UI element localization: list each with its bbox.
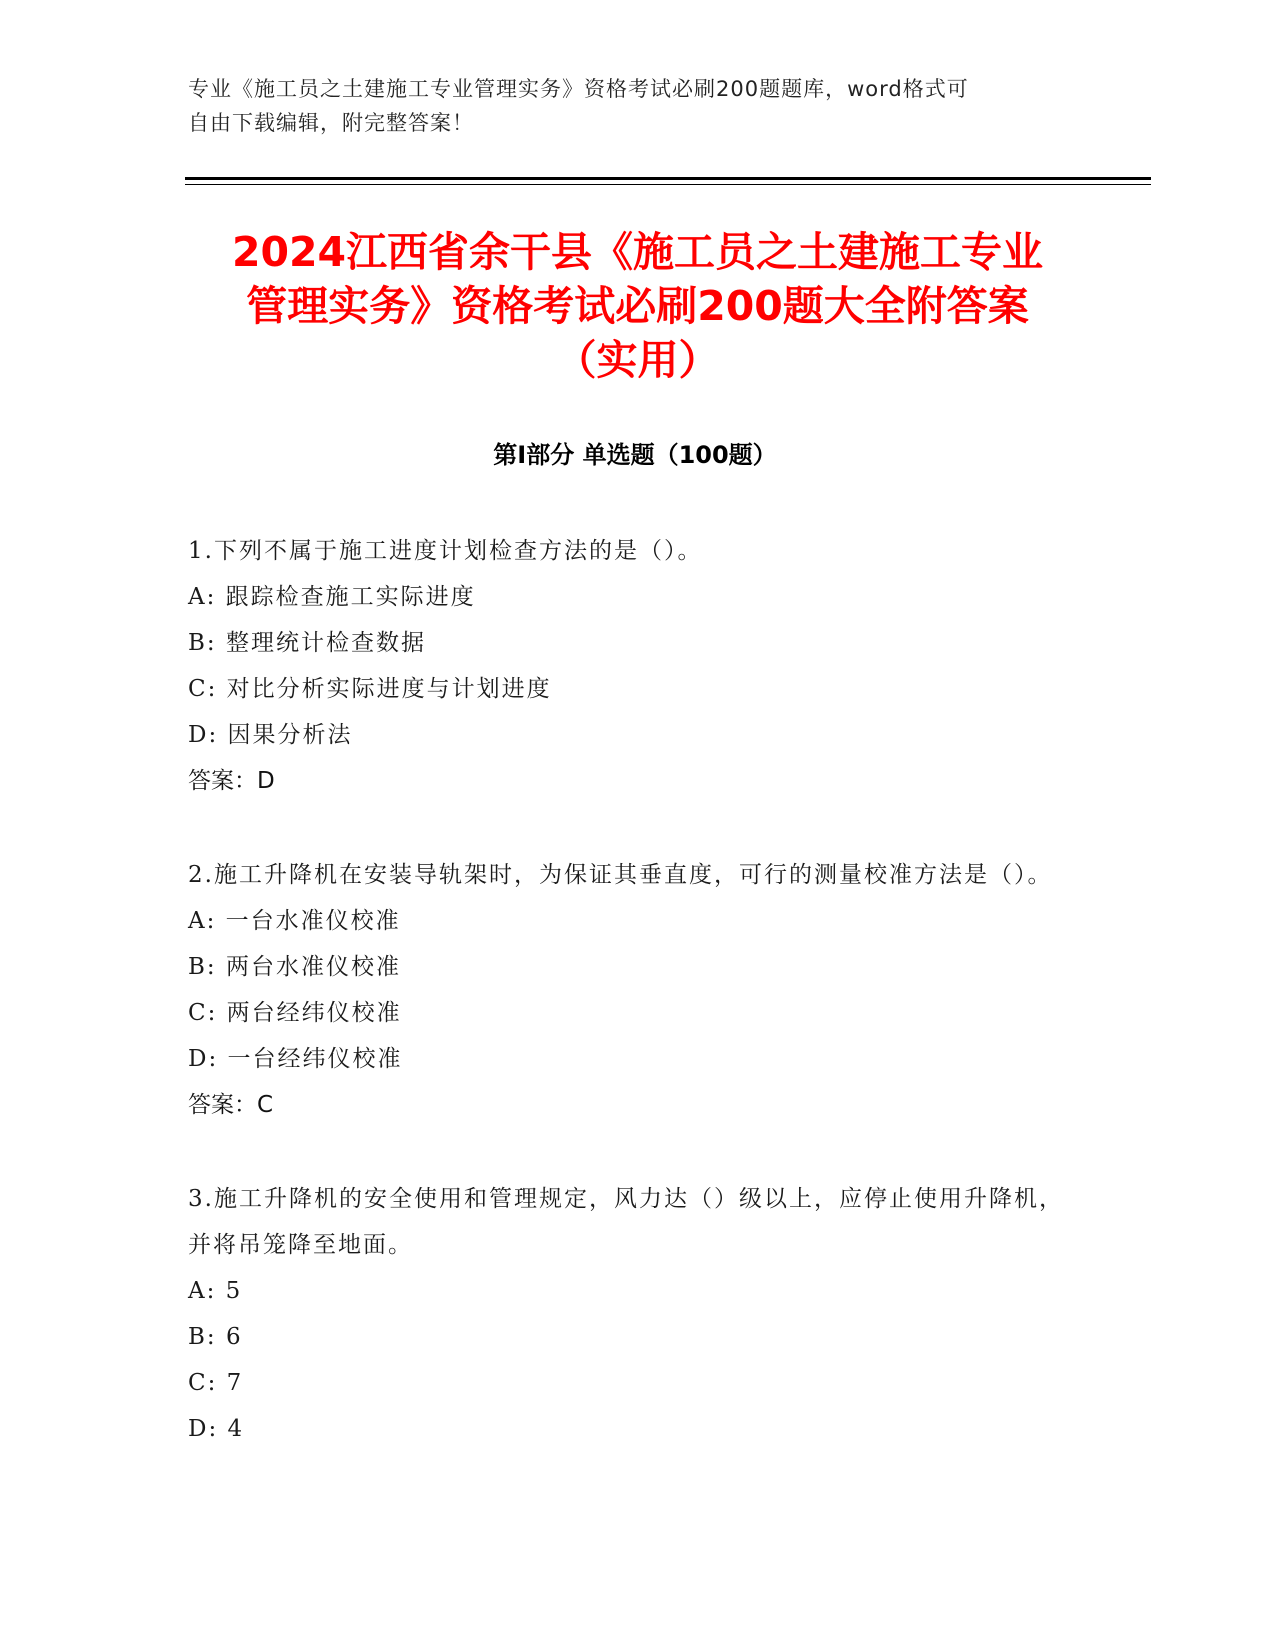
header-note-line-1: 专业《施工员之土建施工专业管理实务》资格考试必刷200题题库，word格式可	[188, 77, 969, 101]
header-divider-thin	[185, 184, 1151, 185]
question-option-d: D: 4	[188, 1416, 245, 1442]
header-note-line-2: 自由下载编辑，附完整答案！	[188, 111, 474, 135]
question-stem: 3.施工升降机的安全使用和管理规定，风力达（）级以上，应停止使用升降机，并将吊笼降至地面。	[188, 1186, 1064, 1258]
header-note	[188, 72, 1068, 140]
question-option-c: C: 两台经纬仪校准	[188, 1000, 402, 1026]
question-option-d: D: 一台经纬仪校准	[188, 1046, 403, 1072]
header-divider-thick	[185, 177, 1151, 180]
question-option-a: A: 一台水准仪校准	[188, 908, 401, 934]
question-option-b: B: 6	[188, 1324, 243, 1350]
question-stem: 2.施工升降机在安装导轨架时，为保证其垂直度，可行的测量校准方法是（）。	[188, 862, 1053, 888]
question-option-c: C: 对比分析实际进度与计划进度	[188, 676, 552, 702]
document-title	[150, 225, 1125, 387]
section-title: 第Ⅰ部分 单选题（100题）	[493, 441, 777, 469]
question-option-c: C: 7	[188, 1370, 244, 1396]
question-item	[188, 1176, 1068, 1452]
question-option-a: A: 5	[188, 1278, 243, 1304]
question-stem: 1.下列不属于施工进度计划检查方法的是（）。	[188, 538, 703, 564]
question-item	[188, 528, 1068, 804]
question-option-b: B: 两台水准仪校准	[188, 954, 401, 980]
question-list	[188, 528, 1068, 1500]
question-option-a: A: 跟踪检查施工实际进度	[188, 584, 476, 610]
question-answer: 答案：C	[188, 1092, 274, 1118]
question-item	[188, 852, 1068, 1128]
question-option-d: D: 因果分析法	[188, 722, 353, 748]
document-title-line-1: 2024江西省余干县《施工员之土建施工专业	[231, 228, 1044, 276]
document-title-line-2: 管理实务》资格考试必刷200题大全附答案	[246, 282, 1029, 330]
question-option-b: B: 整理统计检查数据	[188, 630, 426, 656]
document-title-line-3: （实用）	[555, 336, 720, 384]
question-answer: 答案：D	[188, 768, 275, 794]
